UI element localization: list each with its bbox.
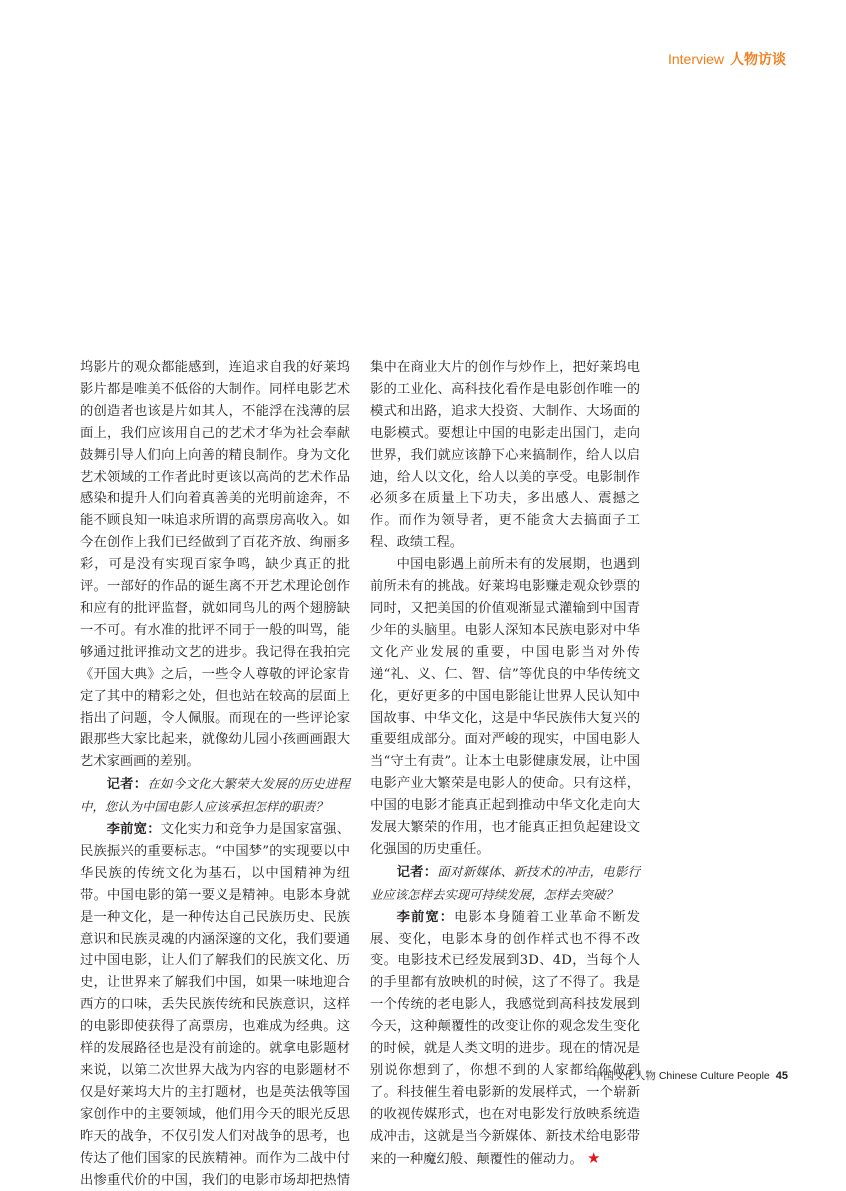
question-1 xyxy=(80,773,350,819)
paragraph: 坞影片的观众都能感到，连追求自我的好莱坞影片都是唯美不低俗的大制作。同样电影艺术的创造者也该是片如其人，不能浮在浅薄的层面上，我们应该用自己的艺术才华为社会奉献鼓舞引导人们向上向善的精良制作。身为文化艺术领域的工作者此时更该以高尚的艺术作品感染和提升人们向着真善美的光明前途奔，不能不顾良知一味追求所谓的高票房高收入。如今在创作上我们已经做到了百花齐放、绚丽多彩，可是没有实现百家争鸣，缺少真正的批评。一部好的作品的诞生离不开艺术理论创作和应有的批评监督，就如同鸟儿的两个翅膀缺一不可。有水准的批评不同于一般的叫骂，能够通过批评推动文艺的进步。我记得在我拍完《开国大典》之后，一些令人尊敬的评论家肯定了其中的精彩之处，但也站在较高的层面上指出了问题，令人佩服。而现在的一些评论家跟那些大家比起来，就像幼儿园小孩画画跟大艺术家画画的差别。 xyxy=(80,360,350,770)
section-title-cn: 人物访谈 xyxy=(730,51,786,67)
question-text: 面对新媒体、新技术的冲击，电影行业应该怎样去实现可持续发展，怎样去突破？ xyxy=(370,863,641,902)
section-header xyxy=(668,49,786,69)
answer-text: 电影本身随着工业革命不断发展、变化，电影本身的创作样式也不得不改变。电影技术已经发展到3D、4D，当每个人的手里都有放映机的时候，这了不得了。我是一个传统的老电影人，我感觉到高科技发展到今天，这种颠覆性的改变让你的观念发生变化的时候，就是人类文明的进步。现在的情况是别说你想到了，你想不到的人家都给你做到了。科技催生着电影新的发展样式，一个崭新的收视传媒形式，也在对电影发行放映系统造成冲击，这就是当今新媒体、新技术给电影带来的一种魔幻般、颠覆性的催动力。 xyxy=(370,909,641,1167)
page-footer xyxy=(593,1068,788,1083)
question-2 xyxy=(370,861,640,907)
interviewer-label: 记者： xyxy=(396,864,438,880)
question-text: 在如今文化大繁荣大发展的历史进程中，您认为中国电影人应该承担怎样的职责？ xyxy=(80,776,351,815)
section-title-en: Interview xyxy=(667,51,724,67)
interviewee-label: 李前宽： xyxy=(106,822,161,838)
page-number: 45 xyxy=(775,1070,788,1082)
interviewer-label: 记者： xyxy=(106,777,148,793)
end-star-icon: ★ xyxy=(586,1148,601,1167)
answer-text: 文化实力和竞争力是国家富强、民族振兴的重要标志。“中国梦”的实现要以中华民族的传统文化为基石，以中国精神为纽带。中国电影的第一要义是精神。电影本身就是一种文化，是一种传达自己民族历史、民族意识和民族灵魂的内涵深邃的文化，我们要通过中国电影，让人们了解我们的民族文化、历史，让世界来了解我们中国，如果一味地迎合西方的口味，丢失民族传统和民族意识，这样的电影即使获得了高票房，也难成为经典。这样的发展路径也是没有前途的。就拿电影题材来说，以第二次世界大战为内容的电影题材不仅是好莱坞大片的主打题材，也是英法俄等国家创作中的主要领域，他们用今天的眼光反思昨天的战争，不仅引发人们对战争的思考，也传达了他们国家的民族精神。而作为二战中付出惨重代价的中国，我们的电影市场却把热情集中在商业大片的创作与炒作上，把好莱坞电影的工业化、高科技化看作是电影创作唯一的模式和出路，追求大投资、大制作、大场面的电影模式。要想让中国的电影走出国门，走向世界，我们就应该静下心来搞制作，给人以启迪，给人以文化，给人以美的享受。电影制作必须多在质量上下功夫，多出感人、震撼之作。而作为领导者，更不能贪大去搞面子工程、政绩工程。 xyxy=(80,360,640,1188)
paragraph: 中国电影遇上前所未有的发展期，也遇到前所未有的挑战。好莱坞电影赚走观众钞票的同时，又把美国的价值观渐显式灌输到中国青少年的头脑里。电影人深知本民族电影对中华文化产业发展的重要，中国电影当对外传递“礼、义、仁、智、信”等优良的中华传统文化，更好更多的中国电影能让世界人民认知中国故事、中华文化，这是中华民族伟大复兴的重要组成部分。面对严峻的现实，中国电影人当“守土有责”。让本土电影健康发展，让中国电影产业大繁荣是电影人的使命。只有这样，中国的电影才能真正起到推动中华文化走向大发展大繁荣的作用，也才能真正担负起建设文化强国的历史重任。 xyxy=(370,557,640,857)
answer-2 xyxy=(370,907,640,1171)
magazine-name: 中国文化人物 Chinese Culture People xyxy=(592,1070,770,1082)
article-body xyxy=(80,357,640,1191)
interviewee-label: 李前宽： xyxy=(396,909,455,925)
